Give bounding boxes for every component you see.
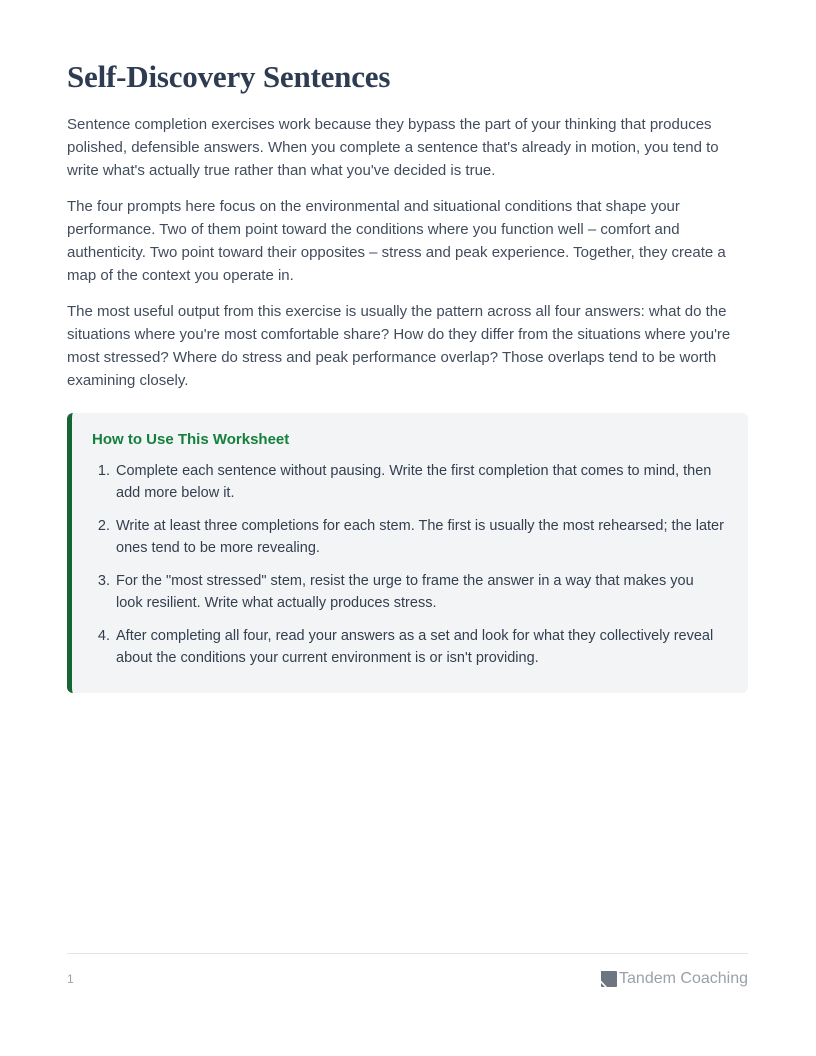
list-item: 3. For the "most stressed" stem, resist the urge to frame the answer in a way that makes you look resilient. Write what actually produces stress. <box>114 571 724 614</box>
how-to-use-callout <box>67 413 748 693</box>
list-item: 1. Complete each sentence without pausing. Write the first completion that comes to mind, then add more below it. <box>114 461 724 504</box>
intro-paragraph-3: The most useful output from this exercise is usually the pattern across all four answers: what do the situations where you're most comfortable share? How do they differ from the situations where you're most stressed? Where do stress and peak performance overlap? Those overlaps tend to be worth examining closely. <box>67 303 731 390</box>
list-item: 2. Write at least three completions for each stem. The first is usually the most rehearsed; the later ones tend to be more revealing. <box>114 516 724 559</box>
intro-paragraph-2: The four prompts here focus on the environmental and situational conditions that shape your performance. Two of them point toward the conditions where you function well – comfort and authenticity. Two point toward their opposites – stress and peak experience. Together, they create a map of the context you operate in. <box>67 198 726 285</box>
callout-heading: How to Use This Worksheet <box>92 431 290 449</box>
page-footer <box>67 953 748 988</box>
page-title: Self-Discovery Sentences <box>67 59 391 94</box>
broken-image-icon <box>600 971 617 987</box>
page-number: 1 <box>67 972 74 986</box>
logo-alt-text: Tandem Coaching <box>619 970 748 987</box>
page-content <box>67 60 748 693</box>
intro-paragraph-1: Sentence completion exercises work because they bypass the part of your thinking that produces polished, defensible answers. When you complete a sentence that's already in motion, you tend to write what's actually true rather than what you've decided is true. <box>67 116 719 180</box>
list-item: 4. After completing all four, read your answers as a set and look for what they collectively reveal about the conditions your current environment is or isn't providing. <box>114 626 724 669</box>
tandem-coaching-logo <box>600 970 748 988</box>
instructions-list <box>92 461 724 669</box>
